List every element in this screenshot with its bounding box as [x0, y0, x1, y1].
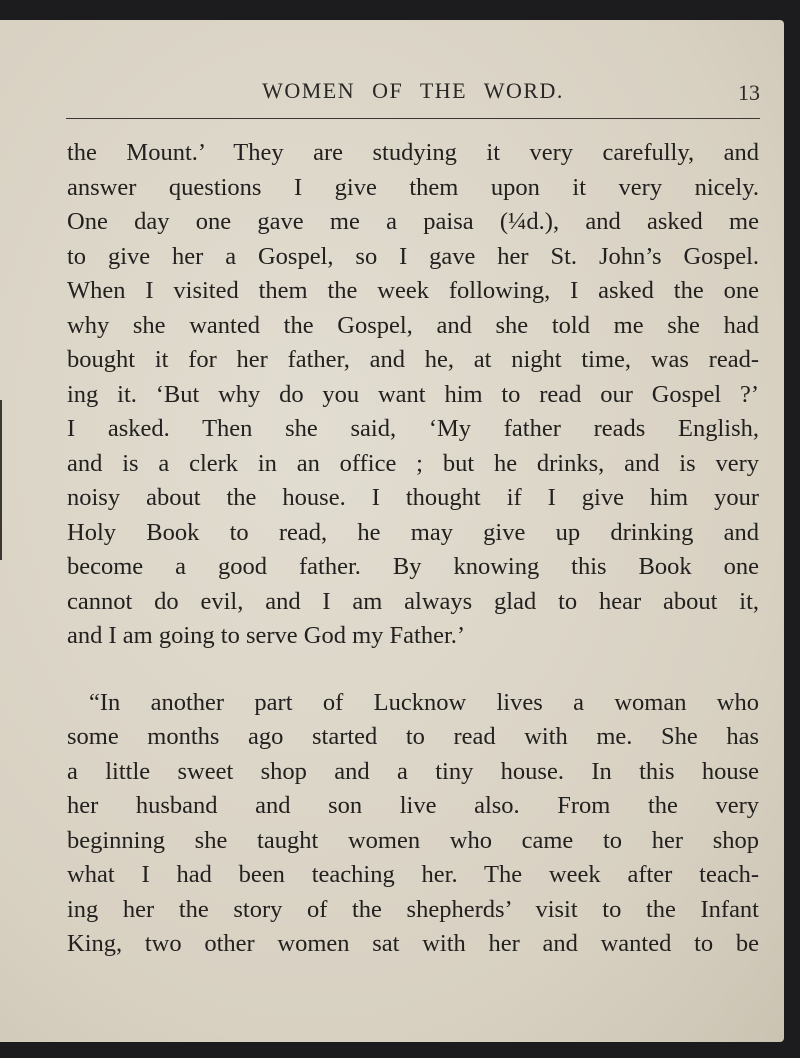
text-line: I asked. Then she said, ‘My father reads English, [67, 415, 759, 442]
text-line: her husband and son live also. From the very [67, 792, 759, 819]
body-text [67, 136, 759, 962]
page-number: 13 [738, 80, 760, 105]
text-line: and I am going to serve God my Father.’ [67, 622, 466, 649]
text-line: cannot do evil, and I am always glad to hear about it, [67, 587, 759, 615]
paragraph-gap [67, 654, 759, 686]
text-line: become a good father. By knowing this Book one [67, 553, 759, 580]
text-line: why she wanted the Gospel, and she told me she had [67, 311, 759, 339]
text-line: King, two other women sat with her and wanted to be [67, 930, 759, 957]
text-line: “In another part of Lucknow lives a woman who [89, 688, 759, 716]
text-line: beginning she taught women who came to her shop [67, 826, 759, 854]
page-header [66, 72, 760, 112]
paragraph [67, 136, 759, 654]
text-line: the Mount.’ They are studying it very carefully, and [67, 139, 759, 166]
text-line: a little sweet shop and a tiny house. In this house [67, 757, 759, 785]
text-line: One day one gave me a paisa (¼d.), and asked me [67, 208, 759, 235]
text-line: bought it for her father, and he, at night time, was read- [67, 346, 759, 373]
header-rule [66, 118, 760, 119]
paragraph [67, 686, 759, 962]
binding-edge [0, 400, 8, 560]
text-line: and is a clerk in an office ; but he drinks, and is very [67, 449, 759, 477]
text-line: answer questions I give them upon it very nicely. [67, 173, 759, 201]
text-line: Holy Book to read, he may give up drinking and [67, 518, 759, 546]
text-line: ing it. ‘But why do you want him to read our Gospel ?’ [67, 380, 759, 408]
text-line: noisy about the house. I thought if I give him your [67, 484, 759, 511]
running-title: WOMEN OF THE WORD. [262, 78, 564, 103]
text-line: When I visited them the week following, I asked the one [67, 277, 759, 304]
text-line: some months ago started to read with me. She has [67, 723, 759, 750]
text-line: to give her a Gospel, so I gave her St. John’s Gospel. [67, 242, 759, 270]
text-line: what I had been teaching her. The week after teach- [67, 861, 759, 888]
text-line: ing her the story of the shepherds’ visit to the Infant [67, 895, 759, 923]
